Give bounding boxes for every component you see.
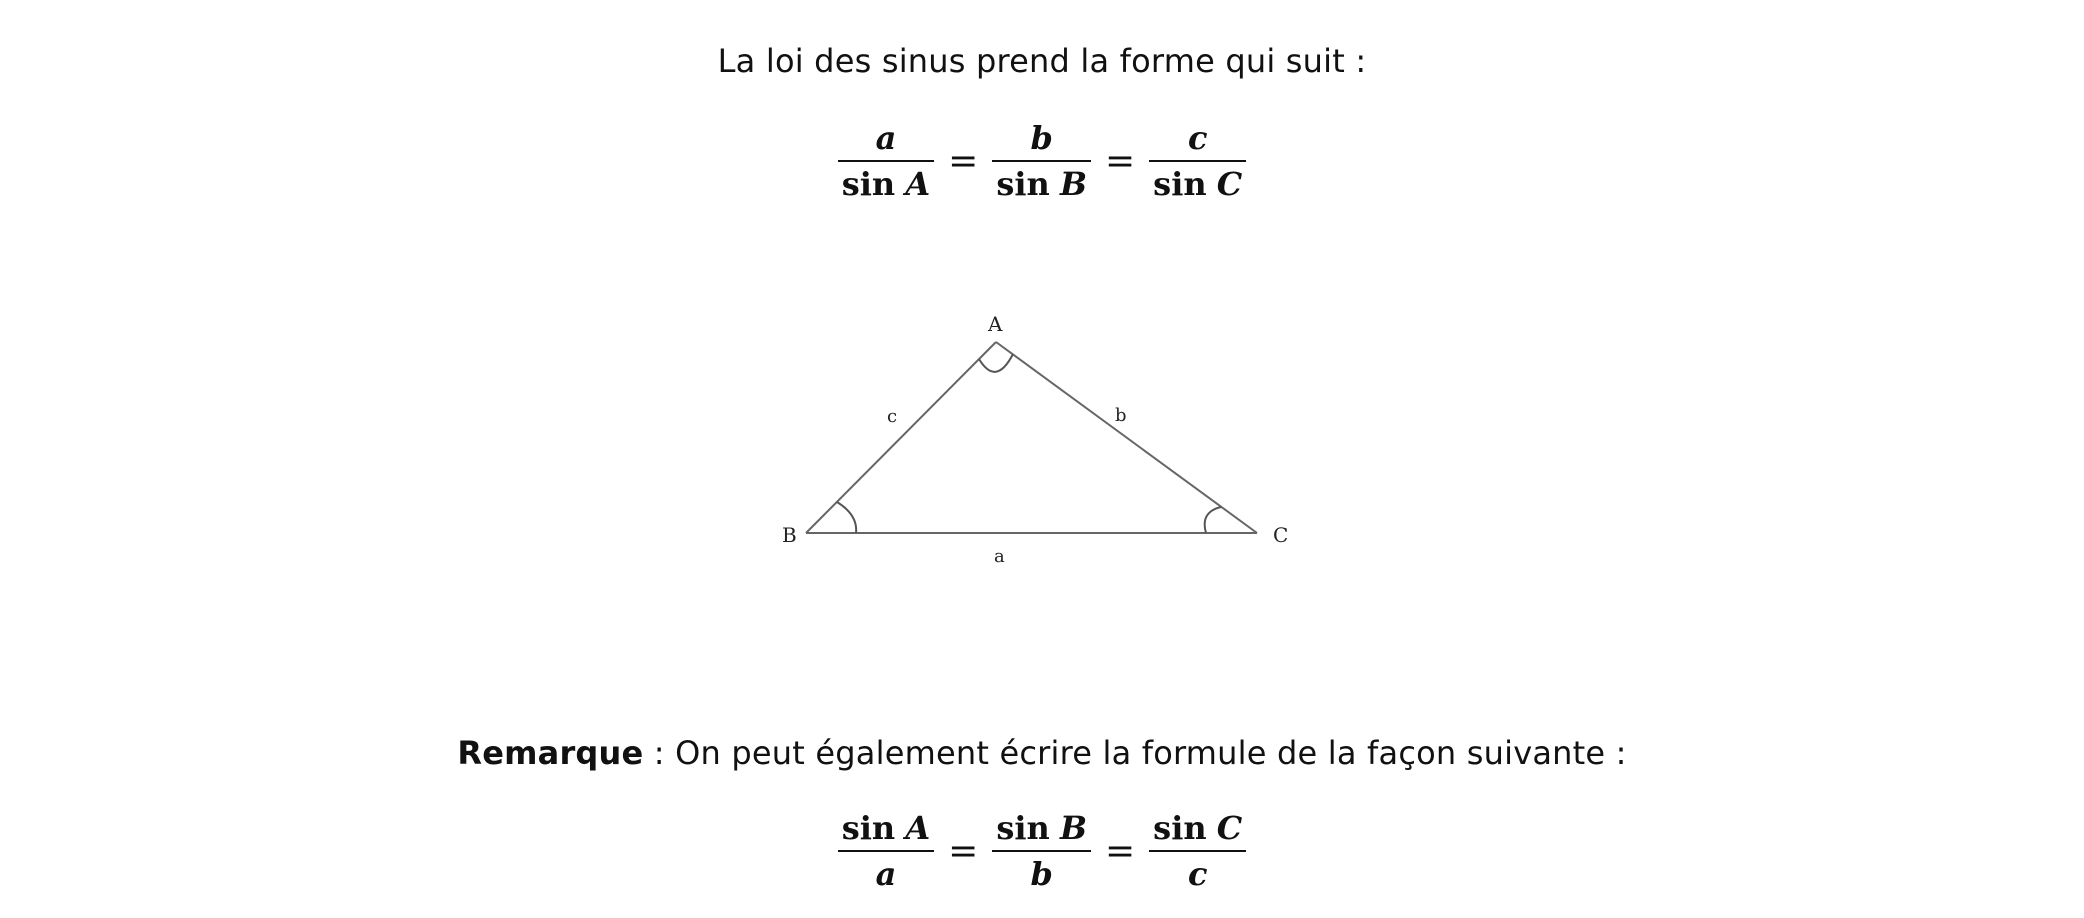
fraction-sinC-over-c	[1149, 808, 1246, 894]
vertex-label-B: B	[782, 523, 797, 547]
numerator: sin C	[1153, 809, 1243, 847]
fraction-sinA-over-a	[838, 808, 934, 894]
side-c-line	[806, 342, 996, 533]
fraction-bar	[1149, 160, 1246, 162]
denominator: b	[1030, 855, 1053, 893]
side-label-a: a	[994, 546, 1005, 567]
remark-body: : On peut également écrire la formule de la façon suivante :	[643, 734, 1627, 772]
side-label-b: b	[1115, 405, 1127, 426]
fraction-bar	[1149, 850, 1246, 852]
triangle-shape	[806, 342, 1257, 533]
numerator: a	[875, 119, 897, 157]
fraction-c-over-sinC	[1149, 118, 1246, 204]
numerator: c	[1187, 119, 1208, 157]
numerator: sin B	[996, 809, 1087, 847]
fraction-a-over-sinA	[838, 118, 934, 204]
law-of-sines-equation	[0, 118, 2084, 204]
equals-sign: =	[948, 830, 979, 872]
equals-sign: =	[1105, 140, 1136, 182]
triangle-diagram	[770, 305, 1310, 595]
numerator: sin A	[841, 809, 931, 847]
reciprocal-law-of-sines-equation	[0, 808, 2084, 894]
angle-arc-C	[1205, 507, 1221, 533]
fraction-bar	[992, 850, 1091, 852]
vertex-label-A: A	[988, 312, 1003, 336]
fraction-bar	[838, 160, 934, 162]
equals-sign: =	[1105, 830, 1136, 872]
denominator: a	[875, 855, 897, 893]
vertex-label-C: C	[1273, 523, 1289, 547]
numerator: b	[1030, 119, 1053, 157]
denominator: sin A	[841, 165, 931, 203]
denominator: c	[1187, 855, 1208, 893]
denominator: sin B	[996, 165, 1087, 203]
denominator: sin C	[1153, 165, 1243, 203]
side-b-line	[996, 342, 1257, 533]
remark-label: Remarque	[457, 734, 644, 772]
fraction-bar	[838, 850, 934, 852]
intro-text: La loi des sinus prend la forme qui suit :	[717, 42, 1367, 80]
fraction-sinB-over-b	[992, 808, 1091, 894]
equals-sign: =	[948, 140, 979, 182]
remark-text	[0, 734, 2084, 772]
angle-arc-A	[979, 354, 1013, 372]
fraction-b-over-sinB	[992, 118, 1091, 204]
angle-arc-B	[837, 502, 856, 533]
side-label-c: c	[887, 406, 898, 427]
fraction-bar	[992, 160, 1091, 162]
